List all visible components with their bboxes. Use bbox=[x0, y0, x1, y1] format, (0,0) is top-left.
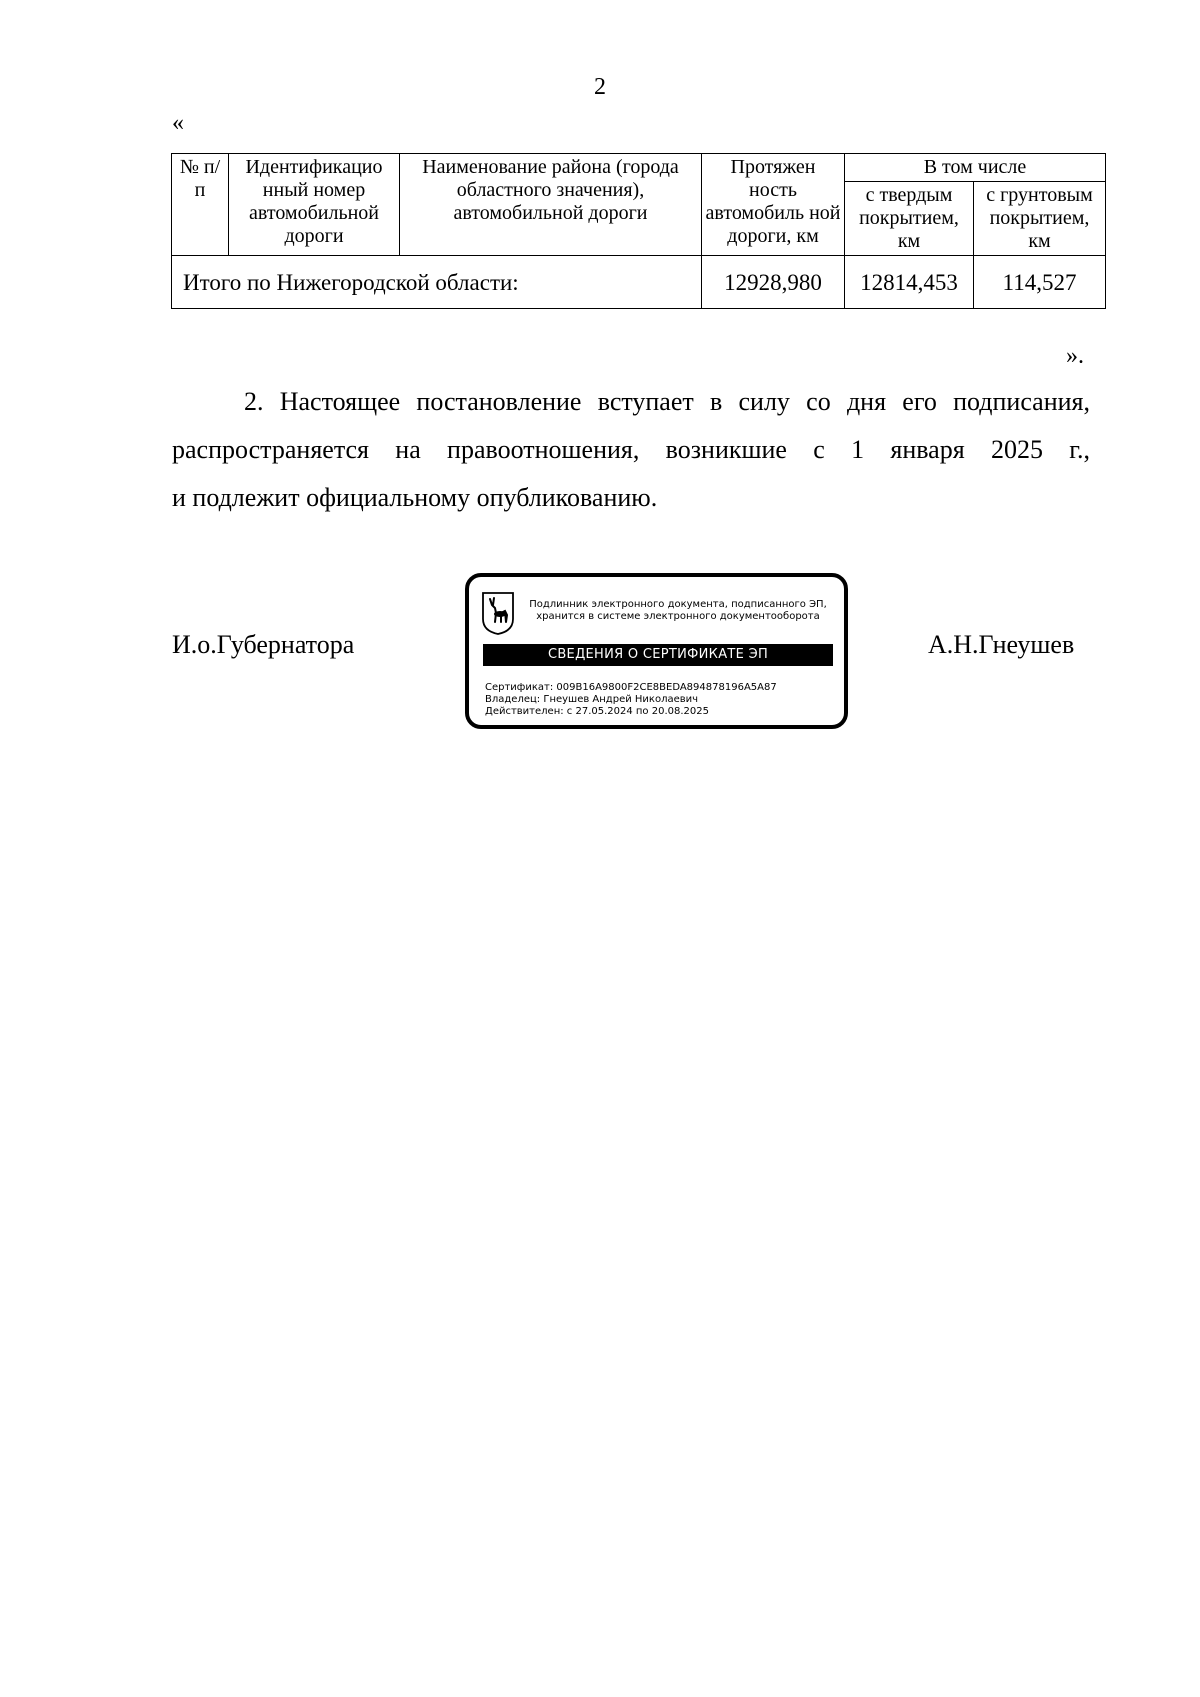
stamp-banner: СВЕДЕНИЯ О СЕРТИФИКАТЕ ЭП bbox=[483, 644, 833, 666]
paragraph-line-2: распространяется на правоотношения, возникшие с 1 января 2025 г., bbox=[172, 435, 1090, 464]
table-total-row bbox=[172, 256, 1106, 309]
stamp-original-notice: Подлинник электронного документа, подписанного ЭП, хранится в системе электронного документооборота bbox=[529, 599, 827, 622]
stamp-details bbox=[485, 682, 777, 718]
table-header-row bbox=[172, 154, 1106, 182]
open-quote: « bbox=[172, 110, 184, 136]
total-ground: 114,527 bbox=[974, 256, 1106, 309]
resolution-paragraph bbox=[172, 378, 1090, 522]
electronic-signature-stamp bbox=[465, 573, 848, 729]
total-hard: 12814,453 bbox=[845, 256, 974, 309]
stamp-owner: Владелец: Гнеушев Андрей Николаевич bbox=[485, 694, 699, 705]
close-quote: ». bbox=[1066, 343, 1084, 369]
stamp-certificate: Сертификат: 009B16A9800F2CE8BEDA894878196A5A87 bbox=[485, 682, 777, 693]
header-hard: с твердым покрытием, км bbox=[845, 182, 974, 256]
signatory-name: А.Н.Гнеушев bbox=[928, 630, 1075, 659]
total-label: Итого по Нижегородской области: bbox=[172, 256, 702, 309]
deer-coat-of-arms-icon bbox=[481, 591, 515, 635]
signatory-role: И.о.Губернатора bbox=[172, 630, 355, 659]
paragraph-line-1: 2. Настоящее постановление вступает в силу со дня его подписания, bbox=[244, 387, 1090, 416]
header-name: Наименование района (города областного значения), автомобильной дороги bbox=[400, 154, 702, 256]
header-length: Протяжен ность автомобиль ной дороги, км bbox=[702, 154, 845, 256]
stamp-valid: Действителен: с 27.05.2024 по 20.08.2025 bbox=[485, 706, 709, 717]
paragraph-line-3: и подлежит официальному опубликованию. bbox=[172, 483, 658, 512]
page-number: 2 bbox=[594, 74, 606, 100]
roads-table bbox=[171, 153, 1106, 309]
total-length: 12928,980 bbox=[702, 256, 845, 309]
header-including: В том числе bbox=[845, 154, 1106, 182]
header-ground: с грунтовым покрытием, км bbox=[974, 182, 1106, 256]
header-num: № п/п bbox=[172, 154, 229, 256]
header-id: Идентификацио нный номер автомобильной дороги bbox=[229, 154, 400, 256]
